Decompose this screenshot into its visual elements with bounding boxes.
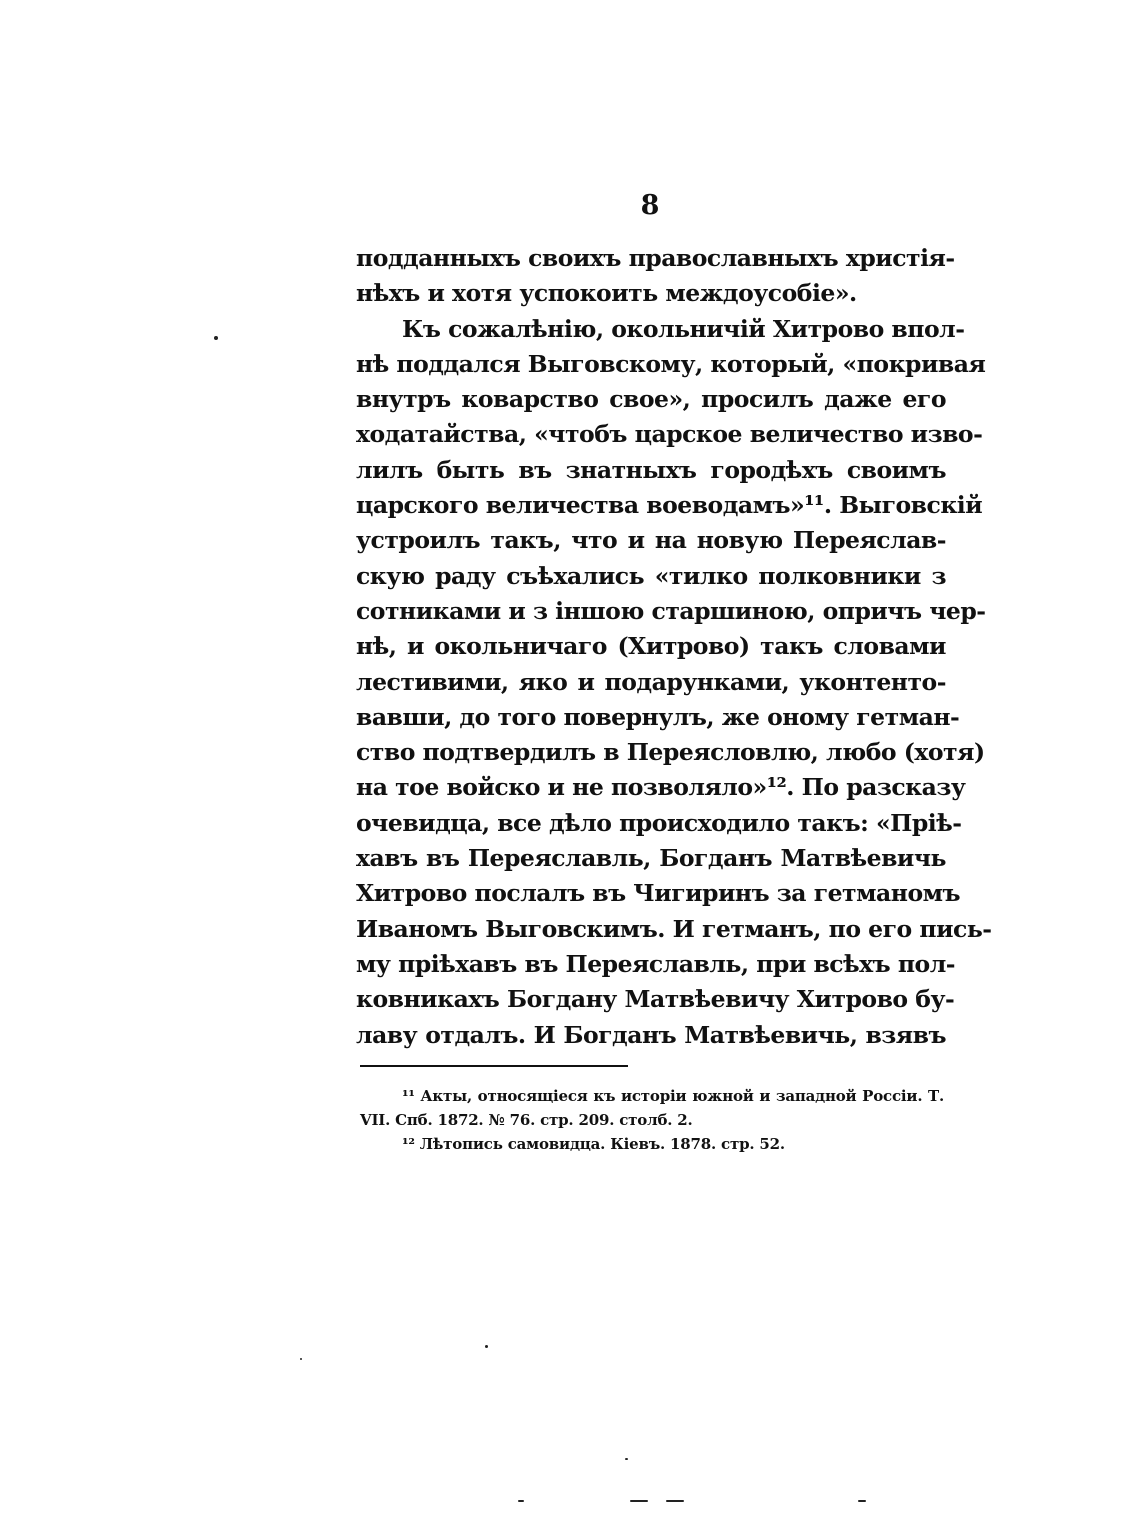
- text-line: внутръ коварство свое», просилъ даже его: [356, 385, 946, 414]
- footnotes: [360, 1084, 944, 1156]
- body-text: [356, 241, 992, 1053]
- text-line: царского величества воеводамъ»¹¹. Выговскій: [356, 491, 983, 520]
- scan-speck: [625, 1458, 628, 1460]
- text-line: подданныхъ своихъ православныхъ христія-: [356, 244, 955, 272]
- text-line: нѣ поддался Выговскому, который, «покривая: [356, 349, 986, 378]
- scan-speck: [518, 1500, 524, 1502]
- scan-speck: [666, 1500, 684, 1502]
- text-line: нѣхъ и хотя успокоить междоусобіе».: [356, 279, 857, 308]
- text-line: Къ сожалѣнію, окольничій Хитрово впол-: [402, 314, 965, 343]
- page-number: 8: [640, 190, 660, 221]
- text-line: Иваномъ Выговскимъ. И гетманъ, по его пись-: [356, 914, 992, 943]
- text-line: устроилъ такъ, что и на новую Переяслав-: [356, 526, 946, 555]
- scan-speck: [630, 1500, 648, 1502]
- text-line: лаву отдалъ. И Богданъ Матвѣевичь, взявъ: [356, 1020, 946, 1049]
- text-line: сотниками и з іншою старшиною, опричъ чер-: [356, 596, 986, 625]
- text-line: му пріѣхавъ въ Переяславль, при всѣхъ пол-: [356, 949, 956, 978]
- scan-speck: [858, 1500, 866, 1502]
- scan-speck: [214, 336, 218, 340]
- text-line: очевидца, все дѣло происходило такъ: «Пріѣ-: [356, 808, 962, 837]
- scan-speck: [485, 1345, 488, 1348]
- footnote-line: ¹² Лѣтопись самовидца. Кіевъ. 1878. стр. 52.: [402, 1135, 785, 1153]
- text-line: лилъ быть въ знатныхъ городѣхъ своимъ: [356, 455, 946, 484]
- text-line: ковникахъ Богдану Матвѣевичу Хитрово бу-: [356, 985, 955, 1014]
- text-line: хавъ въ Переяславль, Богданъ Матвѣевичь: [356, 844, 946, 873]
- text-line: вавши, до того повернулъ, же оному гетман-: [356, 702, 960, 731]
- text-line: ство подтвердилъ в Переясловлю, любо (хотя): [356, 738, 985, 767]
- text-line: Хитрово послалъ въ Чигиринъ за гетманомъ: [356, 879, 961, 908]
- footnote-line: ¹¹ Акты, относящіеся къ исторіи южной и западной Россіи. Т.: [402, 1087, 944, 1105]
- text-line: ходатайства, «чтобъ царское величество изво-: [356, 420, 983, 449]
- scan-speck: [300, 1358, 302, 1360]
- text-line: на тое войско и не позволяло»¹². По разсказу: [356, 773, 966, 802]
- text-line: лестивими, яко и подарунками, уконтенто-: [356, 667, 946, 696]
- text-line: скую раду съѣхались «тилко полковники з: [356, 561, 946, 590]
- footnote-divider: [360, 1065, 628, 1067]
- text-line: нѣ, и окольничаго (Хитрово) такъ словами: [356, 632, 946, 661]
- footnote-line: VII. Спб. 1872. № 76. стр. 209. столб. 2.: [360, 1111, 693, 1129]
